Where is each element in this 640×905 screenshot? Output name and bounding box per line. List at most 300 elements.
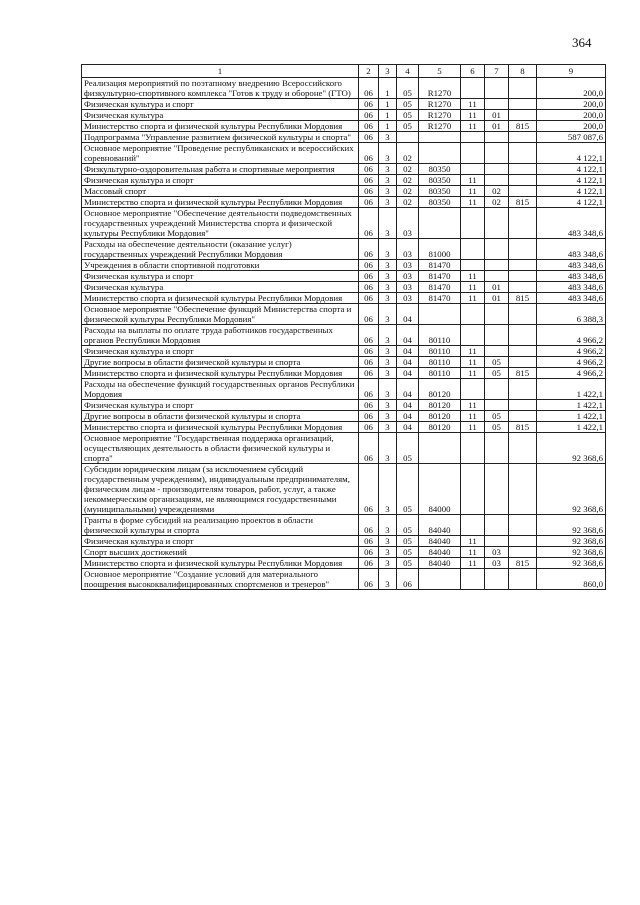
subsection-code-cell: 3 [379,464,397,515]
item-code-cell: 03 [397,282,419,293]
row-name-cell: Министерство спорта и физической культуры Республики Мордовия [82,558,359,569]
ministry-code-cell [509,271,537,282]
column-header: 3 [379,65,397,78]
subdivision-cell: 05 [485,411,509,422]
subsection-code-cell: 3 [379,143,397,164]
table-row [82,569,606,590]
subsection-code-cell: 3 [379,346,397,357]
item-code-cell: 02 [397,175,419,186]
column-header: 7 [485,65,509,78]
amount-cell: 4 122,1 [537,186,606,197]
table-row [82,293,606,304]
target-code-cell: 80120 [419,400,461,411]
target-code-cell: 80120 [419,422,461,433]
subdivision-cell [485,379,509,400]
subdivision-cell [485,132,509,143]
target-code-cell: 80350 [419,186,461,197]
budget-table [81,64,606,590]
target-code-cell: 84040 [419,558,461,569]
target-code-cell: 80350 [419,164,461,175]
amount-cell: 860,0 [537,569,606,590]
table-row [82,260,606,271]
ministry-code-cell [509,433,537,464]
row-name-cell: Министерство спорта и физической культуры Республики Мордовия [82,197,359,208]
amount-cell: 483 348,6 [537,208,606,239]
row-name-cell: Физическая культура и спорт [82,175,359,186]
table-row [82,558,606,569]
amount-cell: 92 368,6 [537,536,606,547]
division-cell: 11 [461,99,485,110]
item-code-cell: 02 [397,143,419,164]
table-row [82,78,606,99]
subsection-code-cell: 3 [379,239,397,260]
section-code-cell: 06 [359,186,379,197]
division-cell: 11 [461,411,485,422]
ministry-code-cell [509,260,537,271]
section-code-cell: 06 [359,411,379,422]
division-cell [461,325,485,346]
subdivision-cell [485,325,509,346]
row-name-cell: Физическая культура и спорт [82,346,359,357]
section-code-cell: 06 [359,379,379,400]
subsection-code-cell: 1 [379,110,397,121]
target-code-cell: 80110 [419,325,461,346]
table-row [82,400,606,411]
target-code-cell: 84040 [419,515,461,536]
target-code-cell [419,208,461,239]
division-cell [461,260,485,271]
division-cell: 11 [461,368,485,379]
ministry-code-cell [509,110,537,121]
division-cell [461,304,485,325]
subsection-code-cell: 3 [379,422,397,433]
row-name-cell: Министерство спорта и физической культуры Республики Мордовия [82,121,359,132]
item-code-cell: 03 [397,271,419,282]
subsection-code-cell: 3 [379,304,397,325]
subdivision-cell [485,271,509,282]
amount-cell: 483 348,6 [537,271,606,282]
division-cell: 11 [461,175,485,186]
section-code-cell: 06 [359,197,379,208]
table-row [82,175,606,186]
subdivision-cell: 03 [485,558,509,569]
section-code-cell: 06 [359,175,379,186]
division-cell [461,78,485,99]
amount-cell: 4 966,2 [537,325,606,346]
row-name-cell: Физическая культура и спорт [82,400,359,411]
amount-cell: 1 422,1 [537,411,606,422]
section-code-cell: 06 [359,282,379,293]
item-code-cell: 05 [397,78,419,99]
section-code-cell: 06 [359,110,379,121]
subdivision-cell [485,304,509,325]
item-code-cell: 04 [397,422,419,433]
ministry-code-cell [509,346,537,357]
item-code-cell: 03 [397,239,419,260]
section-code-cell: 06 [359,569,379,590]
target-code-cell: 81470 [419,282,461,293]
item-code-cell: 05 [397,110,419,121]
section-code-cell: 06 [359,464,379,515]
row-name-cell: Физкультурно-оздоровительная работа и спортивные мероприятия [82,164,359,175]
division-cell: 11 [461,197,485,208]
table-row [82,368,606,379]
target-code-cell: 81470 [419,293,461,304]
division-cell [461,164,485,175]
section-code-cell: 06 [359,239,379,260]
subsection-code-cell: 3 [379,271,397,282]
subsection-code-cell: 3 [379,357,397,368]
ministry-code-cell [509,536,537,547]
subdivision-cell: 01 [485,293,509,304]
subdivision-cell: 02 [485,197,509,208]
amount-cell: 4 122,1 [537,143,606,164]
section-code-cell: 06 [359,164,379,175]
ministry-code-cell [509,208,537,239]
item-code-cell: 05 [397,99,419,110]
row-name-cell: Расходы на выплаты по оплате труда работников государственных органов Республики Мордовия [82,325,359,346]
division-cell: 11 [461,400,485,411]
ministry-code-cell [509,304,537,325]
item-code-cell: 06 [397,569,419,590]
division-cell: 11 [461,357,485,368]
item-code-cell: 03 [397,260,419,271]
section-code-cell: 06 [359,368,379,379]
ministry-code-cell [509,325,537,346]
target-code-cell: 84040 [419,547,461,558]
item-code-cell: 04 [397,368,419,379]
target-code-cell [419,143,461,164]
ministry-code-cell [509,569,537,590]
subdivision-cell: 01 [485,110,509,121]
table-row [82,110,606,121]
table-row [82,547,606,558]
ministry-code-cell [509,547,537,558]
item-code-cell: 05 [397,558,419,569]
item-code-cell: 04 [397,357,419,368]
target-code-cell [419,569,461,590]
item-code-cell: 04 [397,400,419,411]
item-code-cell: 04 [397,379,419,400]
column-header: 5 [419,65,461,78]
table-row [82,433,606,464]
amount-cell: 1 422,1 [537,400,606,411]
row-name-cell: Основное мероприятие "Создание условий для материального поощрения высококвалифицированных спортсменов и тренеров" [82,569,359,590]
division-cell: 11 [461,271,485,282]
amount-cell: 4 122,1 [537,164,606,175]
subsection-code-cell: 3 [379,379,397,400]
section-code-cell: 06 [359,143,379,164]
table-row [82,304,606,325]
table-header-row [82,65,606,78]
table-row [82,143,606,164]
ministry-code-cell [509,186,537,197]
section-code-cell: 06 [359,558,379,569]
subdivision-cell [485,569,509,590]
row-name-cell: Массовый спорт [82,186,359,197]
target-code-cell: R1270 [419,99,461,110]
subsection-code-cell: 3 [379,208,397,239]
row-name-cell: Подпрограмма "Управление развитием физической культуры и спорта" [82,132,359,143]
subdivision-cell [485,175,509,186]
amount-cell: 200,0 [537,121,606,132]
section-code-cell: 06 [359,121,379,132]
section-code-cell: 06 [359,99,379,110]
subdivision-cell [485,239,509,260]
table-row [82,357,606,368]
ministry-code-cell [509,464,537,515]
section-code-cell: 06 [359,260,379,271]
target-code-cell: 81470 [419,271,461,282]
ministry-code-cell: 815 [509,368,537,379]
division-cell [461,132,485,143]
section-code-cell: 06 [359,547,379,558]
section-code-cell: 06 [359,271,379,282]
target-code-cell: 80350 [419,175,461,186]
table-row [82,536,606,547]
row-name-cell: Физическая культура и спорт [82,99,359,110]
amount-cell: 4 966,2 [537,346,606,357]
ministry-code-cell [509,164,537,175]
ministry-code-cell: 815 [509,121,537,132]
subsection-code-cell: 3 [379,293,397,304]
row-name-cell: Учреждения в области спортивной подготовки [82,260,359,271]
division-cell: 11 [461,346,485,357]
subsection-code-cell: 1 [379,121,397,132]
subdivision-cell [485,346,509,357]
table-row [82,99,606,110]
row-name-cell: Основное мероприятие "Обеспечение функций Министерства спорта и физической культуры Республики Мордовия" [82,304,359,325]
subsection-code-cell: 3 [379,547,397,558]
item-code-cell: 05 [397,536,419,547]
division-cell: 11 [461,186,485,197]
division-cell: 11 [461,422,485,433]
division-cell [461,208,485,239]
subdivision-cell [485,164,509,175]
amount-cell: 6 388,3 [537,304,606,325]
subsection-code-cell: 3 [379,164,397,175]
ministry-code-cell [509,357,537,368]
subsection-code-cell: 1 [379,78,397,99]
column-header: 9 [537,65,606,78]
section-code-cell: 06 [359,325,379,346]
subdivision-cell [485,99,509,110]
subdivision-cell [485,78,509,99]
subsection-code-cell: 3 [379,515,397,536]
column-header: 1 [82,65,359,78]
target-code-cell: 81000 [419,239,461,260]
row-name-cell: Министерство спорта и физической культуры Республики Мордовия [82,422,359,433]
subdivision-cell [485,400,509,411]
table-row [82,422,606,433]
item-code-cell: 05 [397,547,419,558]
amount-cell: 483 348,6 [537,282,606,293]
table-row [82,208,606,239]
target-code-cell: R1270 [419,110,461,121]
target-code-cell: 80110 [419,368,461,379]
division-cell: 11 [461,536,485,547]
item-code-cell: 02 [397,164,419,175]
ministry-code-cell [509,379,537,400]
item-code-cell: 03 [397,293,419,304]
subdivision-cell: 05 [485,368,509,379]
subsection-code-cell: 3 [379,282,397,293]
amount-cell: 92 368,6 [537,558,606,569]
item-code-cell: 04 [397,325,419,346]
target-code-cell: 80120 [419,411,461,422]
section-code-cell: 06 [359,304,379,325]
subsection-code-cell: 3 [379,368,397,379]
division-cell: 11 [461,558,485,569]
section-code-cell: 06 [359,357,379,368]
section-code-cell: 06 [359,422,379,433]
amount-cell: 4 966,2 [537,368,606,379]
column-header: 2 [359,65,379,78]
row-name-cell: Расходы на обеспечение функций государственных органов Республики Мордовия [82,379,359,400]
section-code-cell: 06 [359,346,379,357]
ministry-code-cell [509,78,537,99]
row-name-cell: Министерство спорта и физической культуры Республики Мордовия [82,368,359,379]
subsection-code-cell: 3 [379,400,397,411]
target-code-cell: 84000 [419,464,461,515]
section-code-cell: 06 [359,515,379,536]
subdivision-cell [485,464,509,515]
row-name-cell: Физическая культура и спорт [82,271,359,282]
table-row [82,271,606,282]
ministry-code-cell [509,132,537,143]
target-code-cell: R1270 [419,78,461,99]
column-header: 6 [461,65,485,78]
item-code-cell: 05 [397,515,419,536]
column-header: 4 [397,65,419,78]
subsection-code-cell: 1 [379,99,397,110]
subdivision-cell [485,260,509,271]
row-name-cell: Основное мероприятие "Проведение республиканских и всероссийских соревнований" [82,143,359,164]
division-cell [461,239,485,260]
subdivision-cell: 02 [485,186,509,197]
row-name-cell: Физическая культура [82,110,359,121]
amount-cell: 1 422,1 [537,422,606,433]
amount-cell: 92 368,6 [537,464,606,515]
row-name-cell: Другие вопросы в области физической культуры и спорта [82,411,359,422]
target-code-cell [419,433,461,464]
section-code-cell: 06 [359,208,379,239]
section-code-cell: 06 [359,293,379,304]
subdivision-cell [485,515,509,536]
item-code-cell: 02 [397,186,419,197]
item-code-cell: 04 [397,304,419,325]
section-code-cell: 06 [359,536,379,547]
amount-cell: 92 368,6 [537,515,606,536]
division-cell [461,464,485,515]
division-cell [461,379,485,400]
amount-cell: 483 348,6 [537,239,606,260]
row-name-cell: Расходы на обеспечение деятельности (оказание услуг) государственных учреждений Республики Мордовия [82,239,359,260]
ministry-code-cell: 815 [509,293,537,304]
subdivision-cell: 01 [485,282,509,293]
subdivision-cell: 03 [485,547,509,558]
subdivision-cell [485,208,509,239]
subsection-code-cell: 3 [379,558,397,569]
target-code-cell [419,132,461,143]
table-body [82,78,606,590]
target-code-cell: 80120 [419,379,461,400]
table-row [82,239,606,260]
amount-cell: 92 368,6 [537,547,606,558]
division-cell: 11 [461,121,485,132]
item-code-cell [397,132,419,143]
subsection-code-cell: 3 [379,411,397,422]
target-code-cell: R1270 [419,121,461,132]
table-row [82,282,606,293]
division-cell [461,569,485,590]
table-row [82,346,606,357]
table-row [82,411,606,422]
target-code-cell: 84040 [419,536,461,547]
subsection-code-cell: 3 [379,325,397,346]
item-code-cell: 02 [397,197,419,208]
table-row [82,515,606,536]
subsection-code-cell: 3 [379,536,397,547]
column-header: 8 [509,65,537,78]
item-code-cell: 03 [397,208,419,239]
amount-cell: 483 348,6 [537,260,606,271]
ministry-code-cell [509,282,537,293]
item-code-cell: 05 [397,433,419,464]
table-row [82,464,606,515]
division-cell: 11 [461,547,485,558]
subdivision-cell [485,433,509,464]
amount-cell: 92 368,6 [537,433,606,464]
amount-cell: 4 122,1 [537,175,606,186]
table-row [82,164,606,175]
subsection-code-cell: 3 [379,197,397,208]
amount-cell: 587 087,6 [537,132,606,143]
division-cell: 11 [461,282,485,293]
row-name-cell: Субсидии юридическим лицам (за исключением субсидий государственным учреждениям), индивидуальным предпринимателям, физическим лицам - производителям товаров, работ, услуг, а также некоммерческим организациям, не являющимся государственными (муниципальными) учреждениями [82,464,359,515]
subdivision-cell: 05 [485,357,509,368]
division-cell [461,143,485,164]
ministry-code-cell [509,175,537,186]
ministry-code-cell [509,515,537,536]
amount-cell: 200,0 [537,110,606,121]
subsection-code-cell: 3 [379,186,397,197]
ministry-code-cell [509,99,537,110]
ministry-code-cell [509,239,537,260]
section-code-cell: 06 [359,132,379,143]
table-row [82,379,606,400]
target-code-cell: 80110 [419,357,461,368]
row-name-cell: Основное мероприятие "Обеспечение деятельности подведомственных государственных учреждений Министерства спорта и физической культуры Республики Мордовия" [82,208,359,239]
item-code-cell: 05 [397,121,419,132]
item-code-cell: 05 [397,464,419,515]
row-name-cell: Реализация мероприятий по поэтапному внедрению Всероссийского физкультурно-спортивного комплекса "Готов к труду и обороне" (ГТО) [82,78,359,99]
subdivision-cell [485,536,509,547]
section-code-cell: 06 [359,78,379,99]
ministry-code-cell: 815 [509,197,537,208]
row-name-cell: Гранты в форме субсидий на реализацию проектов в области физической культуры и спорта [82,515,359,536]
target-code-cell: 80110 [419,346,461,357]
target-code-cell [419,304,461,325]
amount-cell: 4 966,2 [537,357,606,368]
table-row [82,121,606,132]
division-cell [461,433,485,464]
ministry-code-cell [509,400,537,411]
division-cell [461,515,485,536]
row-name-cell: Министерство спорта и физической культуры Республики Мордовия [82,293,359,304]
amount-cell: 200,0 [537,99,606,110]
section-code-cell: 06 [359,400,379,411]
